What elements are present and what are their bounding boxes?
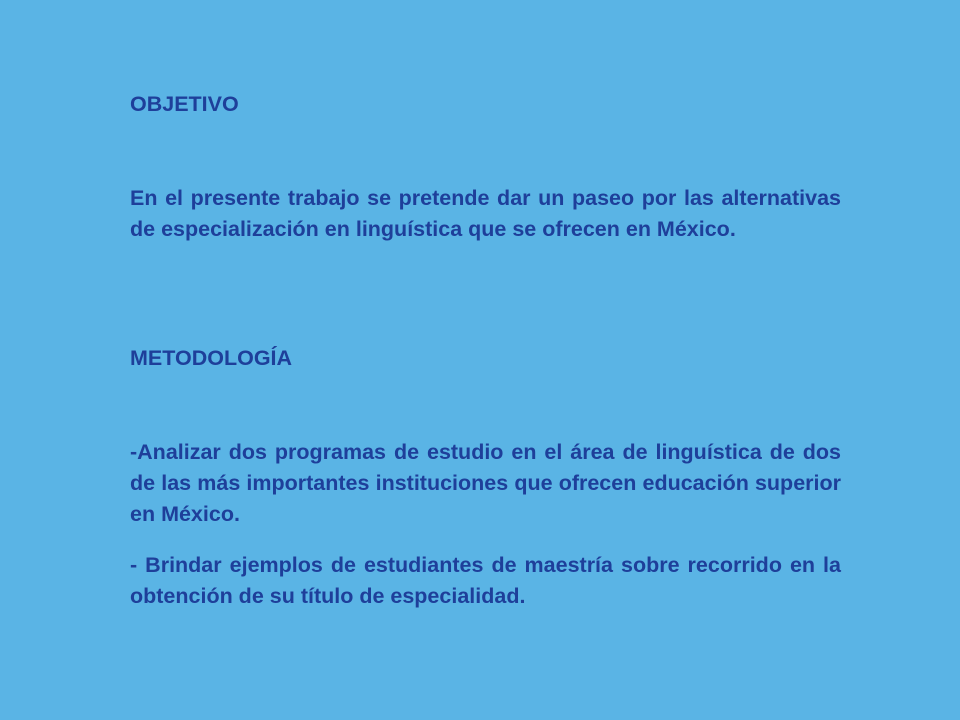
objetivo-heading: OBJETIVO xyxy=(130,92,239,116)
metodologia-heading: METODOLOGÍA xyxy=(130,346,293,370)
slide-content xyxy=(130,0,841,720)
metodologia-item: -Analizar dos programas de estudio en el área de linguística de dos de las más importantes instituciones que ofrecen educación superior en México. xyxy=(130,440,841,526)
metodologia-item: - Brindar ejemplos de estudiantes de maestría sobre recorrido en la obtención de su título de especialidad. xyxy=(130,553,841,608)
objetivo-paragraph: En el presente trabajo se pretende dar un paseo por las alternativas de especialización en linguística que se ofrecen en México. xyxy=(130,186,841,241)
